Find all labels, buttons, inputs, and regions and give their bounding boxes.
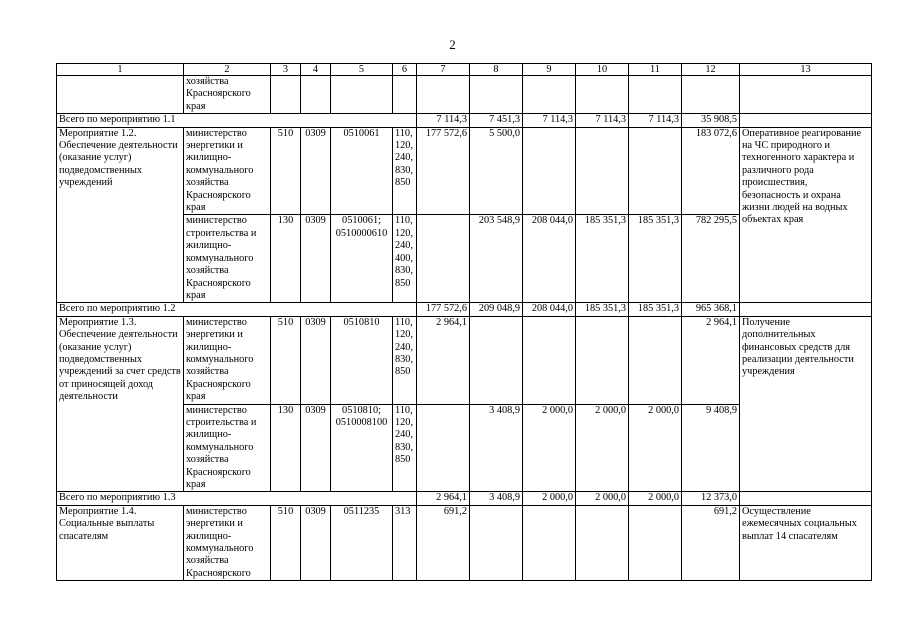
column-number: 10 [576,64,629,76]
code-cell: 0510810 [331,316,393,404]
activity-cell: Мероприятие 1.4. Социальные выплаты спасателям [57,505,184,580]
code-cell: 110, 120, 240, 830, 850 [393,316,417,404]
result-cell: Осуществление ежемесячных социальных выплат 14 спасателям [740,505,872,580]
column-number: 12 [682,64,740,76]
activity-cell: Мероприятие 1.2. Обеспечение деятельности (оказание услуг) подведомственных учреждений [57,127,184,303]
value-cell: 185 351,3 [576,215,629,303]
column-number: 9 [523,64,576,76]
value-cell: 35 908,5 [682,114,740,127]
value-cell [576,127,629,215]
code-cell: 0309 [301,316,331,404]
value-cell: 2 000,0 [576,404,629,492]
page-number: 2 [449,37,456,52]
column-numbers-row [57,64,872,76]
value-cell: 2 000,0 [576,492,629,505]
code-cell: 110, 120, 240, 830, 850 [393,404,417,492]
value-cell [576,316,629,404]
column-number: 5 [331,64,393,76]
value-cell: 177 572,6 [417,303,470,316]
code-cell: 0510061; 0510000610 [331,215,393,303]
value-cell: 183 072,6 [682,127,740,215]
code-cell: 510 [271,316,301,404]
code-cell: 110, 120, 240, 830, 850 [393,127,417,215]
value-cell [629,505,682,580]
value-cell: 208 044,0 [523,215,576,303]
value-cell [523,505,576,580]
code-cell: 0510061 [331,127,393,215]
code-cell: 510 [271,505,301,580]
executor-cell: министерство энергетики и жилищно- коммунального хозяйства Красноярского края [184,316,271,404]
table-row [57,127,872,215]
value-cell: 691,2 [682,505,740,580]
value-cell [576,505,629,580]
executor-cell: министерство строительства и жилищно- коммунального хозяйства Красноярского края [184,215,271,303]
total-label: Всего по мероприятию 1.3 [57,492,417,505]
value-cell: 2 000,0 [629,492,682,505]
value-cell [417,404,470,492]
value-cell: 5 500,0 [470,127,523,215]
value-cell [629,127,682,215]
total-row [57,303,872,316]
value-cell: 7 451,3 [470,114,523,127]
activity-cell: Мероприятие 1.3. Обеспечение деятельности (оказание услуг) подведомственных учреждений за счет средств от приносящей доход деятельности [57,316,184,492]
value-cell: 2 000,0 [523,492,576,505]
value-cell: 185 351,3 [629,303,682,316]
value-cell: 209 048,9 [470,303,523,316]
value-cell [523,316,576,404]
result-cell: Получение дополнительных финансовых средств для реализации деятельности учреждения [740,316,872,492]
code-cell: 0309 [301,505,331,580]
column-number: 3 [271,64,301,76]
value-cell: 2 000,0 [523,404,576,492]
total-label: Всего по мероприятию 1.1 [57,114,417,127]
code-cell: 130 [271,404,301,492]
code-cell: 0511235 [331,505,393,580]
column-number: 13 [740,64,872,76]
value-cell: 3 408,9 [470,404,523,492]
total-row [57,114,872,127]
value-cell [629,316,682,404]
value-cell: 3 408,9 [470,492,523,505]
code-cell: 110, 120, 240, 400, 830, 850 [393,215,417,303]
value-cell: 2 964,1 [417,492,470,505]
column-number: 8 [470,64,523,76]
value-cell: 2 000,0 [629,404,682,492]
value-cell: 208 044,0 [523,303,576,316]
total-row [57,492,872,505]
value-cell: 2 964,1 [417,316,470,404]
value-cell: 185 351,3 [576,303,629,316]
code-cell: 0309 [301,127,331,215]
column-number: 4 [301,64,331,76]
value-cell [417,215,470,303]
value-cell: 177 572,6 [417,127,470,215]
code-cell: 0309 [301,404,331,492]
table-row [57,76,872,114]
total-label: Всего по мероприятию 1.2 [57,303,417,316]
value-cell [523,127,576,215]
table-row [57,316,872,404]
column-number: 2 [184,64,271,76]
value-cell: 185 351,3 [629,215,682,303]
value-cell: 7 114,3 [576,114,629,127]
value-cell: 9 408,9 [682,404,740,492]
value-cell: 691,2 [417,505,470,580]
value-cell: 7 114,3 [629,114,682,127]
value-cell [470,316,523,404]
column-number: 7 [417,64,470,76]
value-cell: 965 368,1 [682,303,740,316]
value-cell: 2 964,1 [682,316,740,404]
value-cell: 12 373,0 [682,492,740,505]
value-cell: 203 548,9 [470,215,523,303]
table-row [57,505,872,580]
executor-cell: хозяйства Красноярского края [184,76,271,114]
column-number: 6 [393,64,417,76]
code-cell: 0309 [301,215,331,303]
column-number: 11 [629,64,682,76]
executor-cell: министерство энергетики и жилищно- коммунального хозяйства Красноярского края [184,127,271,215]
code-cell: 313 [393,505,417,580]
column-number: 1 [57,64,184,76]
value-cell: 7 114,3 [417,114,470,127]
value-cell: 7 114,3 [523,114,576,127]
value-cell: 782 295,5 [682,215,740,303]
code-cell: 510 [271,127,301,215]
executor-cell: министерство строительства и жилищно- коммунального хозяйства Красноярского края [184,404,271,492]
value-cell [470,505,523,580]
executor-cell: министерство энергетики и жилищно- коммунального хозяйства Красноярского [184,505,271,580]
result-cell: Оперативное реагирование на ЧС природного и техногенного характера и различного рода происшествия, безопасность и охрана жизни людей на водных объектах края [740,127,872,303]
code-cell: 0510810; 0510008100 [331,404,393,492]
budget-table [56,63,872,581]
code-cell: 130 [271,215,301,303]
